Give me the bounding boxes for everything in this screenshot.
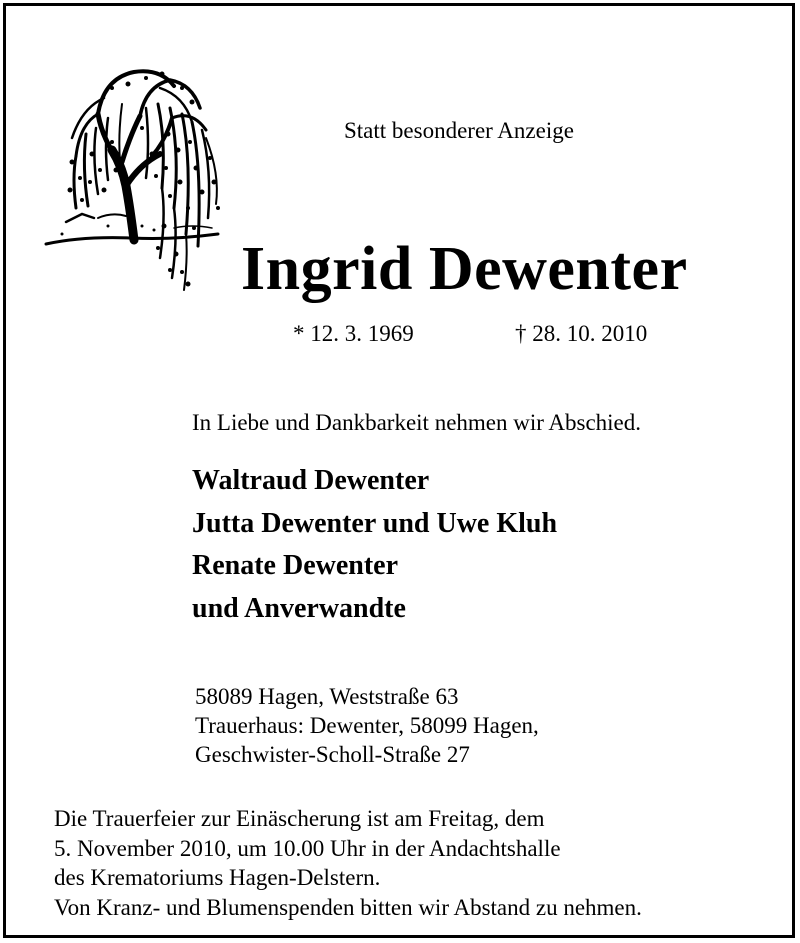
mourner-name: Waltraud Dewenter [192,465,430,496]
service-line: Von Kranz- und Blumenspenden bitten wir Abstand zu nehmen. [54,894,642,920]
address-block [195,682,539,769]
mourner-name: Renate Dewenter [192,550,399,581]
service-line: 5. November 2010, um 10.00 Uhr in der Andachtshalle [54,835,561,861]
obituary-notice [3,3,795,938]
mourner-name: Jutta Dewenter und Uwe Kluh [192,507,558,539]
deceased-name: Ingrid Dewenter [241,235,688,303]
death-date: † 28. 10. 2010 [515,321,648,346]
service-line: des Krematoriums Hagen-Delstern. [54,865,381,890]
birth-date: * 12. 3. 1969 [293,321,414,346]
weeping-willow-icon [42,58,227,298]
address-line: Trauerhaus: Dewenter, 58099 Hagen, [195,713,539,738]
mourners-list [192,460,557,630]
farewell-text: In Liebe und Dankbarkeit nehmen wir Abschied. [192,410,642,435]
mourner-name: und Anverwandte [192,592,406,624]
address-line: 58089 Hagen, Weststraße 63 [195,684,459,709]
service-line: Die Trauerfeier zur Einäscherung ist am Freitag, dem [54,806,545,831]
heading-note: Statt besonderer Anzeige [344,118,574,143]
service-info [54,804,642,922]
address-line: Geschwister-Scholl-Straße 27 [195,742,470,767]
